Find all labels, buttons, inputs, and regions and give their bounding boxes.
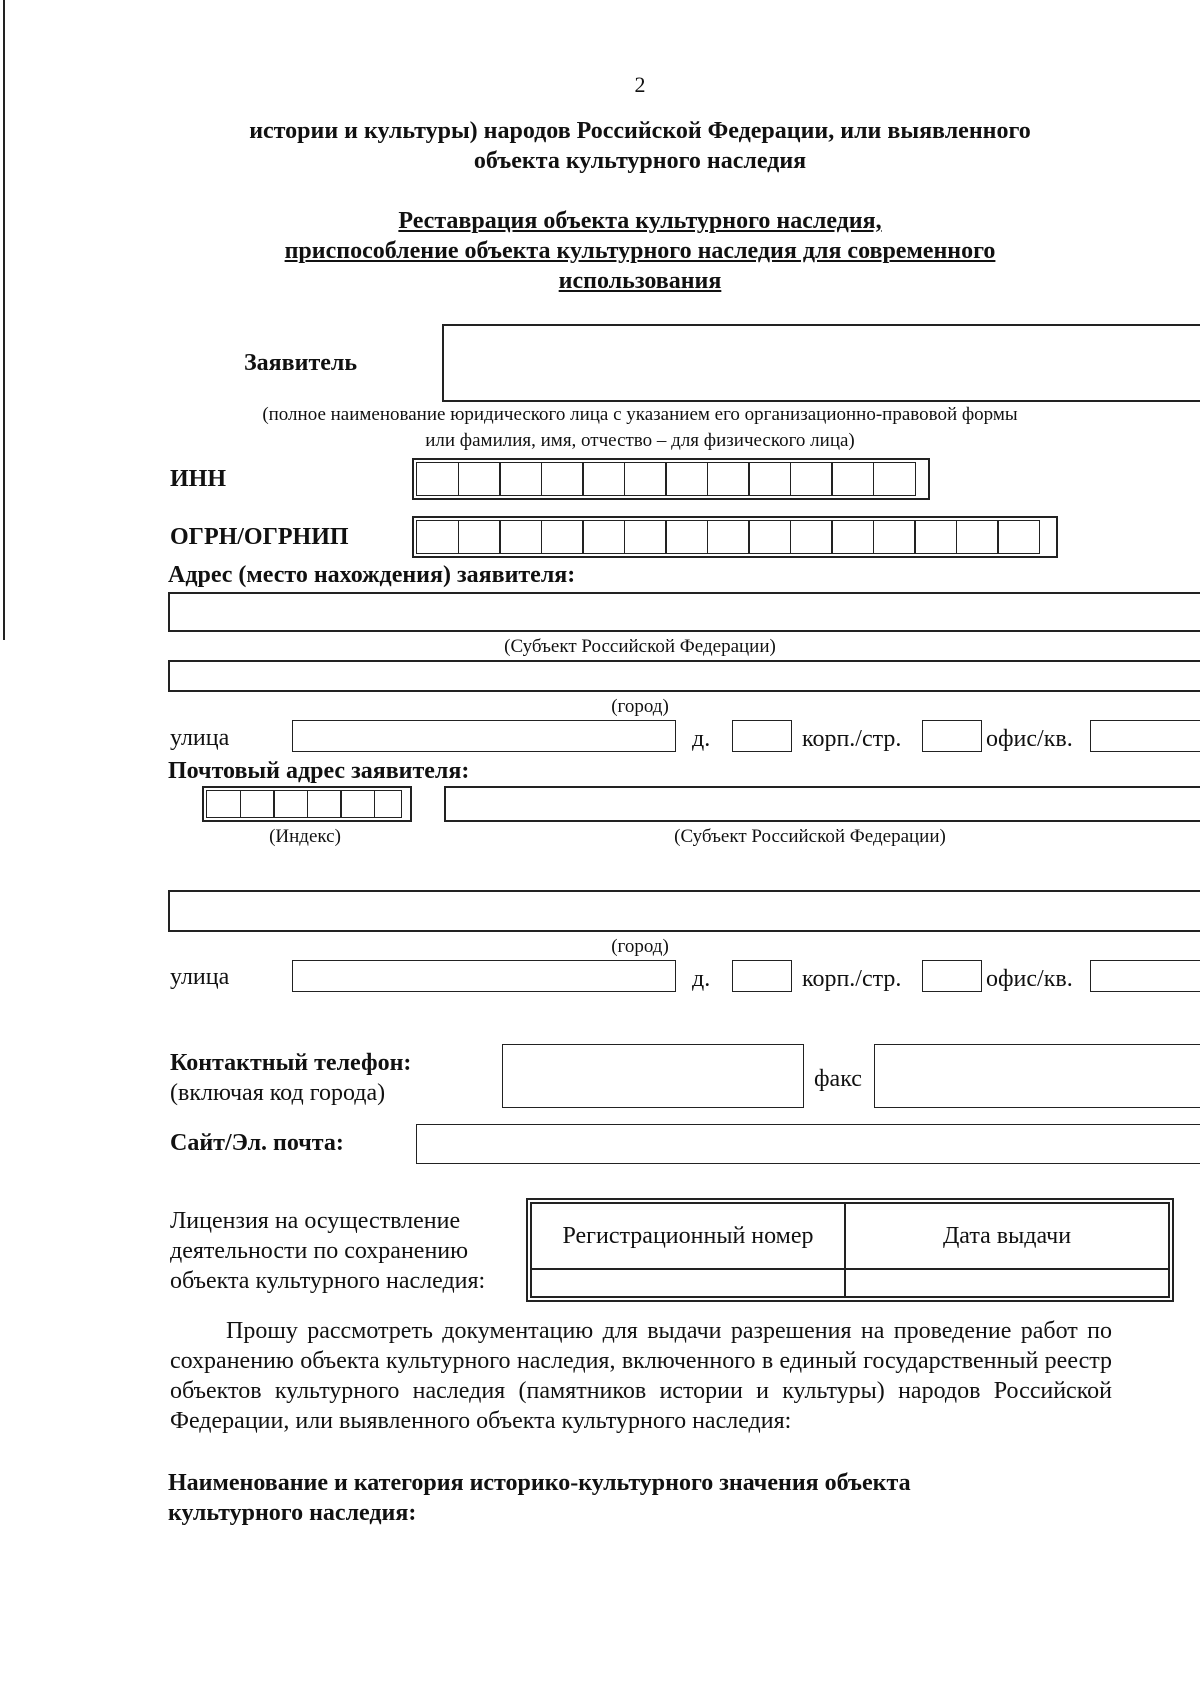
inn-digit-cell[interactable] — [624, 462, 667, 496]
ogrn-digit-cell[interactable] — [541, 520, 584, 554]
postal-index-digit-cell[interactable] — [240, 790, 275, 818]
ogrn-digit-cell[interactable] — [956, 520, 999, 554]
ogrn-digit-cell[interactable] — [748, 520, 791, 554]
ogrn-digit-cell[interactable] — [873, 520, 916, 554]
inn-digit-cell[interactable] — [790, 462, 833, 496]
ogrn-digit-cell[interactable] — [831, 520, 874, 554]
postal-house-field[interactable] — [732, 960, 792, 992]
postal-index-digit-cell[interactable] — [206, 790, 241, 818]
phone-hint: (включая код города) — [170, 1080, 386, 1106]
postal-index-digit-cell[interactable] — [340, 790, 375, 818]
object-name-label-line-1: Наименование и категория историко-культурного значения объекта — [168, 1470, 911, 1496]
inn-digit-cell[interactable] — [665, 462, 708, 496]
inn-digit-cell[interactable] — [458, 462, 501, 496]
postal-office-label: офис/кв. — [986, 966, 1073, 992]
inn-label: ИНН — [170, 466, 227, 492]
phone-field[interactable] — [502, 1044, 804, 1108]
ogrn-digit-cell[interactable] — [416, 520, 459, 554]
postal-index-digit-cell[interactable] — [273, 790, 308, 818]
postal-region-caption: (Субъект Российской Федерации) — [674, 826, 946, 847]
address-region-caption: (Субъект Российской Федерации) — [504, 636, 776, 657]
object-name-label-line-2: культурного наследия: — [168, 1500, 417, 1526]
subheading-line-2: приспособление объекта культурного наследия для современного — [284, 238, 996, 264]
license-issue-date-header: Дата выдачи — [845, 1203, 1169, 1269]
postal-index-caption: (Индекс) — [269, 826, 341, 847]
subheading-line-1: Реставрация объекта культурного наследия, — [398, 208, 882, 234]
ogrn-digit-cell[interactable] — [914, 520, 957, 554]
postal-label: Почтовый адрес заявителя: — [168, 758, 470, 784]
postal-city-field[interactable] — [168, 890, 1200, 932]
address-region-field[interactable] — [168, 592, 1200, 632]
ogrn-label: ОГРН/ОГРНИП — [170, 524, 349, 550]
inn-digit-cell[interactable] — [541, 462, 584, 496]
postal-building-field[interactable] — [922, 960, 982, 992]
license-reg-number-cell[interactable] — [531, 1269, 845, 1297]
ogrn-digit-cell[interactable] — [582, 520, 625, 554]
license-reg-number-header: Регистрационный номер — [531, 1203, 845, 1269]
license-label-line-2: деятельности по сохранению — [170, 1238, 469, 1264]
inn-digit-cell[interactable] — [873, 462, 916, 496]
postal-index-cells[interactable] — [202, 786, 412, 822]
ogrn-digit-cell[interactable] — [458, 520, 501, 554]
postal-street-label: улица — [170, 964, 230, 990]
postal-street-field[interactable] — [292, 960, 676, 992]
address-label: Адрес (место нахождения) заявителя: — [168, 562, 576, 588]
address-street-label: улица — [170, 725, 230, 751]
postal-building-label: корп./стр. — [802, 966, 902, 992]
heading-line-2: объекта культурного наследия — [473, 148, 807, 174]
postal-office-field[interactable] — [1090, 960, 1200, 992]
license-label-line-1: Лицензия на осуществление — [170, 1208, 461, 1234]
inn-digit-cell[interactable] — [582, 462, 625, 496]
fax-field[interactable] — [874, 1044, 1200, 1108]
fax-label: факс — [814, 1066, 862, 1092]
ogrn-digit-cell[interactable] — [499, 520, 542, 554]
postal-region-field[interactable] — [444, 786, 1200, 822]
ogrn-digit-cell[interactable] — [665, 520, 708, 554]
site-email-field[interactable] — [416, 1124, 1200, 1164]
address-city-caption: (город) — [611, 696, 669, 717]
ogrn-digit-cell[interactable] — [624, 520, 667, 554]
address-office-field[interactable] — [1090, 720, 1200, 752]
address-office-label: офис/кв. — [986, 726, 1073, 752]
address-building-field[interactable] — [922, 720, 982, 752]
applicant-label: Заявитель — [244, 350, 358, 376]
postal-house-label: д. — [692, 966, 711, 992]
inn-digit-cell[interactable] — [831, 462, 874, 496]
postal-city-caption: (город) — [611, 936, 669, 957]
applicant-hint-line-2: или фамилия, имя, отчество – для физического лица) — [425, 430, 855, 451]
ogrn-digit-cell[interactable] — [997, 520, 1040, 554]
applicant-field[interactable] — [442, 324, 1200, 402]
address-building-label: корп./стр. — [802, 726, 902, 752]
ogrn-digit-cell[interactable] — [790, 520, 833, 554]
inn-digit-cell[interactable] — [748, 462, 791, 496]
address-house-field[interactable] — [732, 720, 792, 752]
address-city-field[interactable] — [168, 660, 1200, 692]
subheading-line-3: использования — [558, 268, 722, 294]
phone-label: Контактный телефон: — [170, 1050, 412, 1076]
inn-cells[interactable] — [412, 458, 930, 500]
postal-index-digit-cell[interactable] — [374, 790, 402, 818]
address-street-field[interactable] — [292, 720, 676, 752]
page-number: 2 — [634, 72, 646, 97]
license-issue-date-cell[interactable] — [845, 1269, 1169, 1297]
license-label-line-3: объекта культурного наследия: — [170, 1268, 486, 1294]
ogrn-cells[interactable] — [412, 516, 1058, 558]
address-house-label: д. — [692, 726, 711, 752]
license-table — [526, 1198, 1174, 1302]
heading-line-1: истории и культуры) народов Российской Федерации, или выявленного — [249, 118, 1031, 144]
request-paragraph: Прошу рассмотреть документацию для выдачи разрешения на проведение работ по сохранению объекта культурного наследия, включенного в единый государственный реестр объектов культурного наследия (памятников истории и культуры) народов Российской Федерации, или выявленного объекта культурного наследия: — [170, 1318, 1112, 1434]
ogrn-digit-cell[interactable] — [707, 520, 750, 554]
postal-index-digit-cell[interactable] — [307, 790, 342, 818]
applicant-hint-line-1: (полное наименование юридического лица с указанием его организационно-правовой формы — [262, 404, 1018, 425]
inn-digit-cell[interactable] — [416, 462, 459, 496]
site-label: Сайт/Эл. почта: — [170, 1130, 344, 1156]
inn-digit-cell[interactable] — [707, 462, 750, 496]
inn-digit-cell[interactable] — [499, 462, 542, 496]
